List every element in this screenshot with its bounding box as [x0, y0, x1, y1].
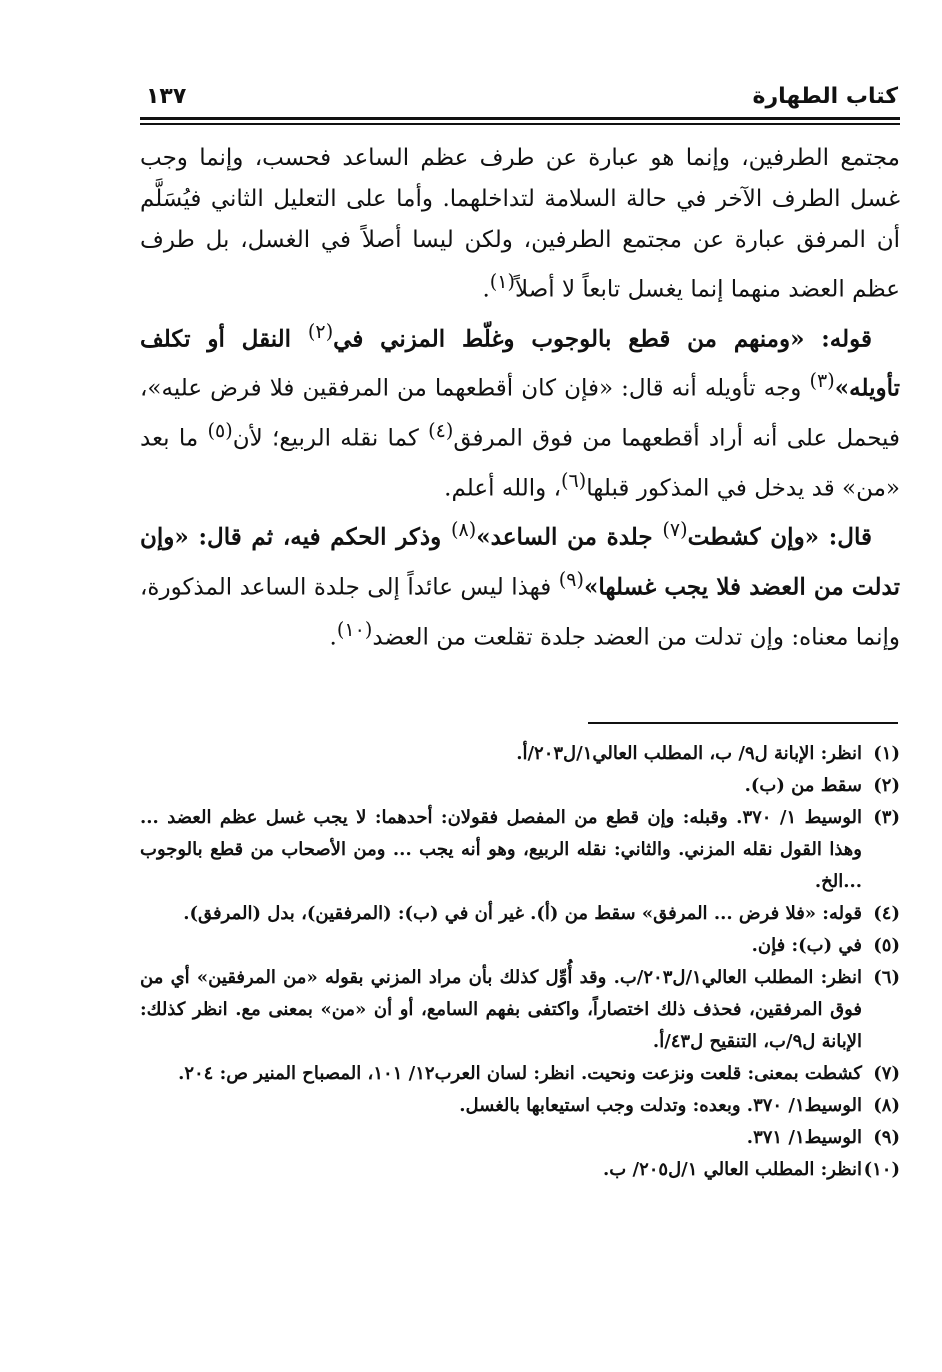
paragraph-1: مجتمع الطرفين، وإنما هو عبارة عن طرف عظم الساعد فحسب، وإنما وجب غسل الطرف الآخر في حالة السلامة لتداخلهما. وأما على التعليل الثاني فيُسَلَّم أن المرفق عبارة عن مجتمع الطرفين، ولكن ليسا أصلاً في الغسل، بل طرف عظم العضد منهما إنما يغسل تابعاً لا أصلاً$^{(١)}$. — [140, 145, 900, 303]
paragraph-text: ما بعد «من» قد يدخل في المذكور قبلها — [140, 425, 900, 502]
quote-text: النقل أو تكلف تأويله» — [140, 325, 900, 402]
footnote-ref: (٥) — [207, 418, 233, 442]
footnote-text: انظر: المطلب العالي١/ل٢٠٣/ب. وقد أُوِّل كذلك بأن مراد المزني بقوله «من المرفقين» أي من فوق المرفقين، فحذف ذلك اختصاراً، واكتفى بفهم السامع، أو أن «من» بمعنى مع. انظر كذلك: الإبانة ل٩/ب، التنقيح ل٤٣/أ. — [140, 967, 862, 1052]
paragraph-text: ، والله أعلم. — [444, 475, 561, 502]
paragraph-text: فهذا ليس عائداً إلى جلدة الساعد المذكورة، وإنما معناه: وإن تدلت من العضد جلدة تقلعت من العضد — [140, 574, 900, 651]
footnote-3 — [140, 802, 900, 898]
footnote-number: (٢) — [873, 775, 900, 796]
page-number: ١٣٧ — [146, 84, 187, 109]
footnote-1 — [140, 738, 900, 770]
footnote-number: (٥) — [873, 935, 900, 956]
footnote-number: (٣) — [873, 807, 900, 828]
footnote-9 — [140, 1122, 900, 1154]
footnote-ref: (١٠) — [336, 617, 373, 641]
paragraph-3 — [140, 509, 900, 658]
footnote-text: انظر: الإبانة ل٩/ ب، المطلب العالي١/ل٢٠٣/أ. — [516, 743, 862, 764]
running-title: كتاب الطهارة — [752, 84, 898, 109]
footnote-10 — [140, 1154, 900, 1186]
footnote-ref: (٢) — [307, 319, 334, 343]
footnote-number: (١) — [873, 743, 900, 764]
paragraph-2 — [140, 311, 900, 510]
quote-text: قوله: «ومنهم من قطع بالوجوب وغلّط المزني في — [333, 325, 873, 353]
paragraph-text: كما نقله الربيع؛ لأن — [232, 425, 429, 452]
quote-text: قال: «وإن كشطت — [687, 523, 872, 551]
footnote-2 — [140, 770, 900, 802]
header-rule — [140, 117, 900, 125]
footnote-number: (٦) — [873, 967, 900, 988]
footnote-ref: (٩) — [558, 567, 584, 591]
paragraph-text: . — [329, 624, 337, 651]
footnote-number: (٤) — [873, 903, 900, 924]
footnote-8 — [140, 1090, 900, 1122]
footnote-7 — [140, 1058, 900, 1090]
footnote-ref: (٧) — [662, 518, 688, 542]
footnotes — [140, 738, 900, 1186]
paragraph-text: مجتمع الطرفين، وإنما هو عبارة عن طرف عظم الساعد فحسب، وإنما وجب غسل الطرف الآخر في حالة السلامة لتداخلهما. وأما على التعليل الثاني فيُسَلَّم أن المرفق عبارة عن مجتمع الطرفين، ولكن ليسا أصلاً في الغسل، بل طرف عظم العضد منهما إنما يغسل تابعاً لا أصلاً — [140, 145, 900, 303]
footnote-ref: (٤) — [428, 418, 454, 442]
footnote-text: قوله: «فلا فرض ... المرفق» سقط من (أ). غير أن في (ب): (المرفقين)، بدل (المرفق). — [183, 903, 862, 924]
footnote-separator — [588, 722, 898, 724]
page-header — [146, 82, 898, 116]
footnote-text: الوسيط ١/ ٣٧٠. وقبله: وإن قطع من المفصل فقولان: أحدهما: لا يجب غسل عظم العضد ... وهذا القول نقله المزني. والثاني: نقله الربيع، وهو أنه يجب ... ومن الأصحاب من قطع بالوجوب ...الخ. — [140, 807, 863, 892]
footnote-number: (٩) — [873, 1127, 900, 1148]
footnote-number: (٨) — [873, 1095, 900, 1116]
footnote-text: الوسيط١/ ٣٧١. — [746, 1127, 862, 1148]
footnote-text: في (ب): فإن. — [751, 935, 862, 956]
footnote-ref: (١) — [489, 270, 516, 293]
quote-text: وذكر الحكم فيه، ثم قال: «وإن تدلت من العضد فلا يجب غسلها» — [140, 523, 900, 601]
footnote-6 — [140, 962, 900, 1058]
footnote-number: (٧) — [873, 1063, 900, 1084]
footnote-4 — [140, 898, 900, 930]
footnote-text: الوسيط١/ ٣٧٠. وبعده: وتدلت وجب استيعابها بالغسل. — [459, 1095, 862, 1116]
footnote-text: سقط من (ب). — [744, 775, 862, 796]
quote-text: جلدة من الساعد» — [476, 523, 663, 551]
footnote-ref: (٦) — [561, 468, 587, 492]
footnote-text: كشطت بمعنى: قلعت ونزعت ونحيت. انظر: لسان العرب١٢/ ١٠١، المصباح المنير ص: ٢٠٤. — [178, 1063, 862, 1084]
footnote-5 — [140, 930, 900, 962]
main-text — [140, 138, 900, 658]
paragraph-text: وجه تأويله أنه قال: «فإن كان أقطعهما من المرفقين فلا فرض عليه»، فيحمل على أنه أراد أقطعهما من فوق المرفق — [140, 375, 900, 452]
footnote-number: (١٠) — [863, 1159, 900, 1180]
footnote-ref: (٣) — [809, 369, 835, 393]
footnote-text: انظر: المطلب العالي ١/ل٢٠٥/ ب. — [603, 1159, 862, 1180]
footnote-ref: (٨) — [451, 518, 477, 542]
